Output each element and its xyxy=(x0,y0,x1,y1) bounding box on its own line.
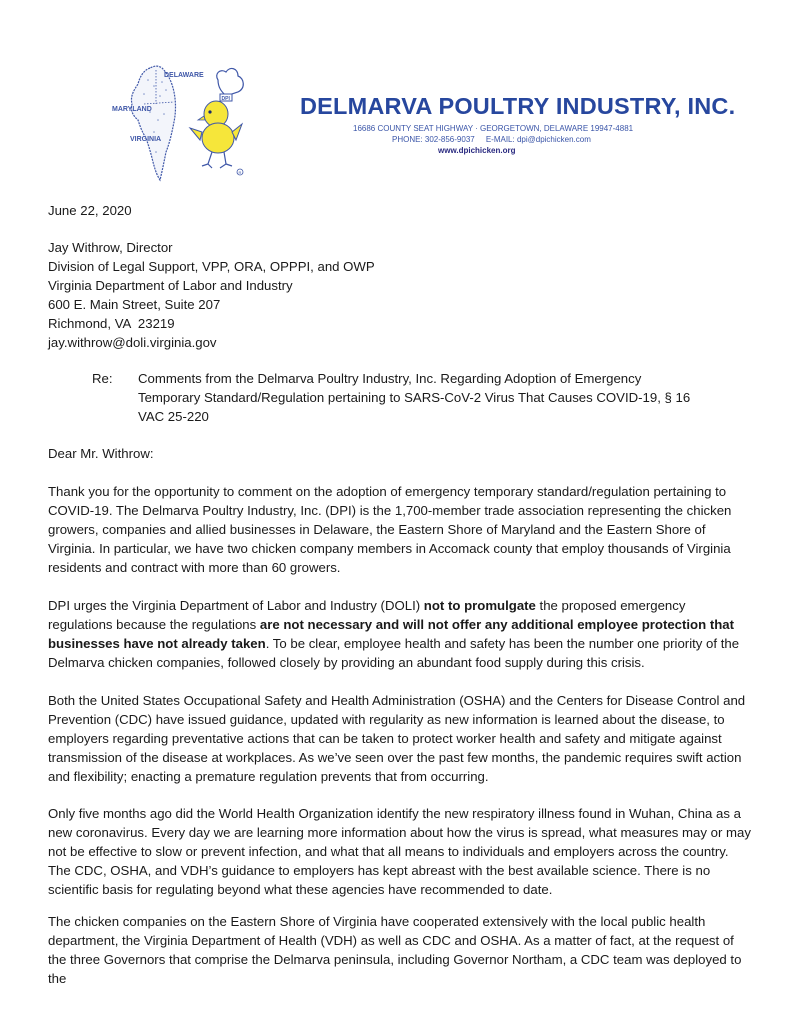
salutation: Dear Mr. Withrow: xyxy=(48,446,154,461)
paragraph-position xyxy=(48,596,753,672)
letter-date: June 22, 2020 xyxy=(48,203,132,218)
recipient-address xyxy=(48,238,753,352)
recipient-street: 600 E. Main Street, Suite 207 xyxy=(48,297,221,312)
paragraph-osha-cdc-guidance: Both the United States Occupational Safety and Health Administration (OSHA) and the Centers for Disease Control and Prevention (CDC) have issued guidance, updated with regularity as new information is learned about the disease, to employers regarding preventative actions that can be taken to protect worker health and safety and mitigate against transmission of the disease at workplaces. As we’ve seen over the past few months, the pandemic requires swift action and flexibility; enacting a premature regulation prevents that from occurring. xyxy=(48,693,746,784)
paragraph-scientific-basis: Only five months ago did the World Health Organization identify the new respiratory illness found in Wuhan, China as a new coronavirus. Every day we are learning more information about how the virus is spread, what measures may or may not be effective to slow or prevent infection, and what that all means to individuals and employers across the country. The CDC, OSHA, and VDH’s guidance to employers has kept abreast with the best available science. There is no scientific basis for regulating beyond what these agencies have recommended to date. xyxy=(48,806,751,897)
map-label-delaware: DELAWARE xyxy=(164,72,204,79)
organization-name: DELMARVA POULTRY INDUSTRY, INC. xyxy=(300,93,736,119)
recipient-email: jay.withrow@doli.virginia.gov xyxy=(48,335,217,350)
paragraph-position-text-3: . To be clear, employee health and safety has been the number one priority of the Delmarva chicken companies, followed closely by providing an abundant food supply during this crisis. xyxy=(48,636,740,670)
delmarva-map-chick-icon xyxy=(100,40,250,185)
paragraph-cooperation: The chicken companies on the Eastern Shore of Virginia have cooperated extensively with the local public health department, the Virginia Department of Health (VDH) as well as CDC and OSHA. As a matter of fact, at the request of the three Governors that comprise the Delmarva peninsula, including Governor Northam, a CDC team was deployed to the xyxy=(48,914,742,986)
svg-text:R: R xyxy=(238,170,242,175)
recipient-department: Virginia Department of Labor and Industry xyxy=(48,278,293,293)
letterhead xyxy=(0,0,791,190)
paragraph-position-text-2: the proposed emergency regulations because the regulations xyxy=(48,598,686,632)
map-label-virginia: VIRGINIA xyxy=(130,136,162,143)
paragraph-position-text-1: DPI urges the Virginia Department of Labor and Industry (DOLI) xyxy=(48,598,424,613)
organization-website: www.dpichicken.org xyxy=(438,146,516,155)
organization-address: 16686 COUNTY SEAT HIGHWAY · GEORGETOWN, DELAWARE 19947-4881 xyxy=(353,124,634,133)
subject-text: Comments from the Delmarva Poultry Industry, Inc. Regarding Adoption of Emergency Temporary Standard/Regulation pertaining to SARS-CoV-2 Virus That Causes COVID-19, § 16 VAC 25-220 xyxy=(138,371,691,424)
dpi-logo xyxy=(100,40,250,185)
recipient-name: Jay Withrow, Director xyxy=(48,240,173,255)
subject-label: Re: xyxy=(92,371,113,386)
svg-text:DPI: DPI xyxy=(221,96,230,102)
organization-contact: PHONE: 302-856-9037 E-MAIL: dpi@dpichicken.com xyxy=(392,135,591,144)
recipient-city: Richmond, VA 23219 xyxy=(48,316,175,331)
recipient-division: Division of Legal Support, VPP, ORA, OPPPI, and OWP xyxy=(48,259,375,274)
paragraph-introduction: Thank you for the opportunity to comment on the adoption of emergency temporary standard/regulation pertaining to COVID-19. The Delmarva Poultry Industry, Inc. (DPI) is the 1,700-member trade association representing the chicken growers, companies and allied businesses in Delaware, the Eastern Shore of Maryland and the Eastern Shore of Virginia. In particular, we have two chicken company members in Accomack county that employ thousands of Virginia residents and contract with more than 60 growers. xyxy=(48,484,732,575)
map-label-maryland: MARYLAND xyxy=(112,106,152,113)
emphasis-not-necessary: are not necessary and will not offer any additional employee protection that businesses have not already taken xyxy=(48,617,735,651)
emphasis-not-to-promulgate: not to promulgate xyxy=(423,598,536,613)
